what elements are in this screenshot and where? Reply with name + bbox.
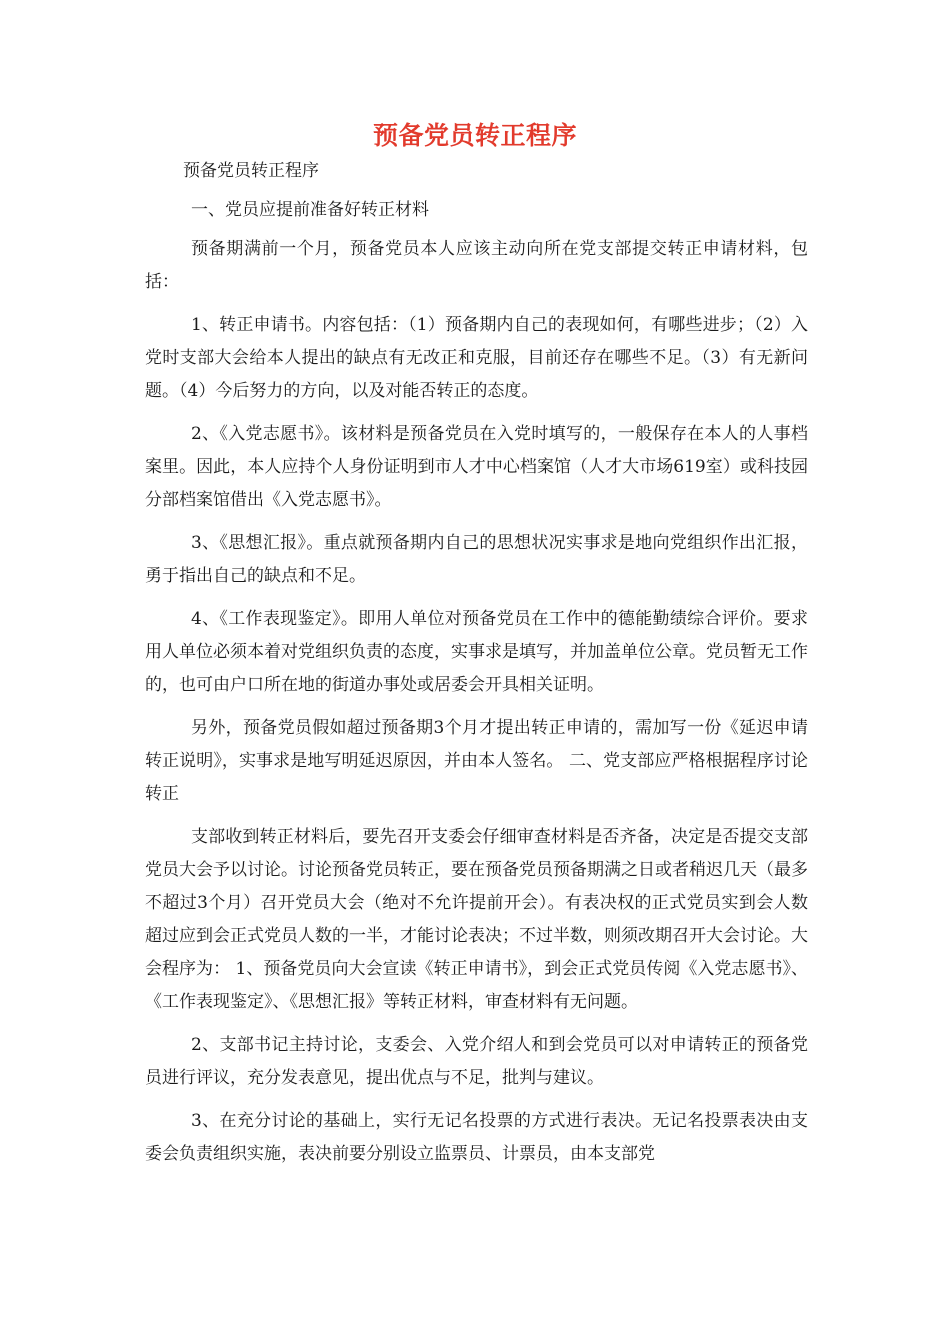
paragraph: 2、支部书记主持讨论，支委会、入党介绍人和到会党员可以对申请转正的预备党员进行评议，充分发表意见，提出优点与不足，批判与建议。 [145,1035,808,1088]
document-title: 预备党员转正程序 [372,121,577,150]
paragraph: 支部收到转正材料后，要先召开支委会仔细审查材料是否齐备，决定是否提交支部党员大会予以讨论。讨论预备党员转正，要在预备党员预备期满之日或者稍迟几天（最多不超过3个月）召开党员大会（绝对不允许提前开会）。有表决权的正式党员实到会人数超过应到会正式党员人数的一半，才能讨论表决；不过半数，则须改期召开大会讨论。大会程序为： 1、预备党员向大会宣读《转正申请书》，到会正式党员传阅《入党志愿书》、《工作表现鉴定》、《思想汇报》等转正材料，审查材料有无问题。 [145,827,808,1012]
paragraph: 3、《思想汇报》。重点就预备期内自己的思想状况实事求是地向党组织作出汇报，勇于指出自己的缺点和不足。 [145,533,808,586]
section-heading-materials: 一、党员应提前准备好转正材料 [191,200,429,220]
document-subtitle: 预备党员转正程序 [183,161,319,181]
document-body [145,155,808,1181]
paragraph: 4、《工作表现鉴定》。即用人单位对预备党员在工作中的德能勤绩综合评价。要求用人单位必须本着对党组织负责的态度，实事求是填写，并加盖单位公章。党员暂无工作的，也可由户口所在地的街道办事处或居委会开具相关证明。 [145,609,808,695]
paragraph: 预备期满前一个月，预备党员本人应该主动向所在党支部提交转正申请材料，包括： [145,239,808,292]
paragraph: 2、《入党志愿书》。该材料是预备党员在入党时填写的，一般保存在本人的人事档案里。因此，本人应持个人身份证明到市人才中心档案馆（人才大市场619室）或科技园分部档案馆借出《入党志愿书》。 [145,424,808,510]
paragraph: 1、转正申请书。内容包括：（1）预备期内自己的表现如何，有哪些进步；（2）入党时支部大会给本人提出的缺点有无改正和克服，目前还存在哪些不足。（3）有无新问题。（4）今后努力的方向，以及对能否转正的态度。 [145,315,808,401]
paragraph: 另外，预备党员假如超过预备期3个月才提出转正申请的，需加写一份《延迟申请转正说明》，实事求是地写明延迟原因，并由本人签名。 二、党支部应严格根据程序讨论转正 [145,718,808,804]
paragraph: 3、在充分讨论的基础上，实行无记名投票的方式进行表决。无记名投票表决由支委会负责组织实施，表决前要分别设立监票员、计票员，由本支部党 [145,1111,808,1164]
